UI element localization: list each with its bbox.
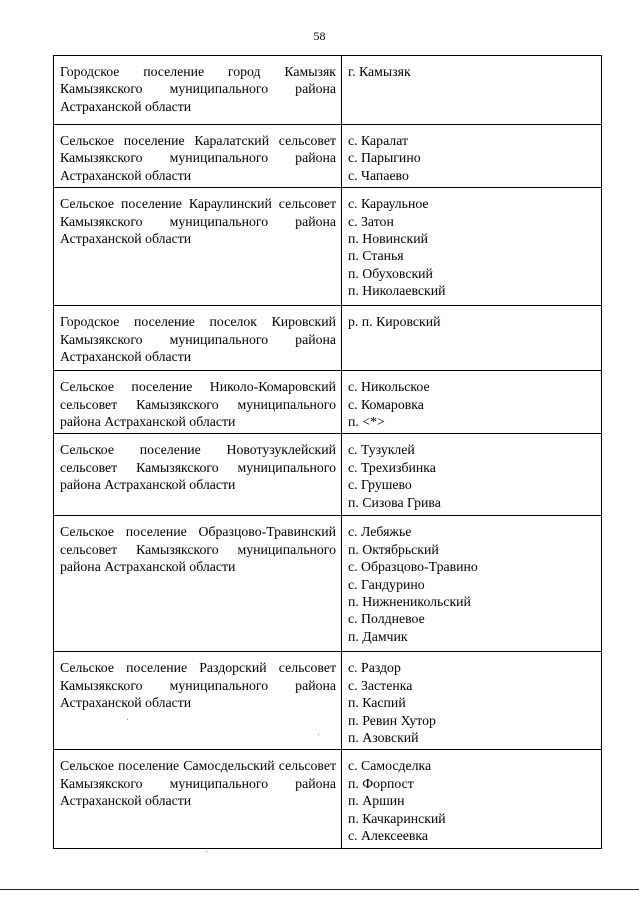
locality-name: п. Новинский bbox=[348, 231, 429, 247]
locality-name: с. Грушево bbox=[348, 477, 412, 493]
locality-name: с. Комаровка bbox=[348, 396, 424, 412]
locality-name: с. Раздор bbox=[348, 660, 401, 676]
locality-list bbox=[342, 56, 602, 125]
table-row bbox=[54, 306, 602, 371]
locality-name: с. Парыгино bbox=[348, 150, 421, 166]
locality-name: с. Никольское bbox=[348, 379, 430, 395]
locality-name: п. Октябрьский bbox=[348, 541, 439, 557]
locality-name: г. Камызяк bbox=[348, 64, 411, 79]
table-row bbox=[54, 188, 602, 306]
page-number: 58 bbox=[313, 29, 326, 43]
locality-list bbox=[342, 750, 602, 848]
municipality-name: Сельское поселение Каралатский сельсовет Камызякского муниципального района Астраханской области bbox=[54, 125, 342, 188]
table-row bbox=[54, 652, 602, 750]
locality-name: с. Чапаево bbox=[348, 167, 409, 183]
locality-name: п. Форпост bbox=[348, 775, 414, 791]
locality-name: п. Аршин bbox=[348, 793, 405, 809]
locality-name: с. Трехизбинка bbox=[348, 459, 436, 475]
locality-list bbox=[342, 306, 602, 371]
scan-speck bbox=[206, 851, 207, 852]
municipality-name: Городское поселение поселок Кировский Камызякского муниципального района Астраханской области bbox=[54, 306, 342, 371]
locality-name: с. Затон bbox=[348, 213, 394, 229]
locality-name: с. Гандурино bbox=[348, 576, 425, 592]
locality-name: п. Сизова Грива bbox=[348, 494, 441, 510]
municipality-name: Сельское поселение Караулинский сельсовет Камызякского муниципального района Астраханской области bbox=[54, 188, 342, 306]
locality-name: с. Тузуклей bbox=[348, 442, 415, 458]
locality-name: п. Дамчик bbox=[348, 628, 408, 644]
settlements-table bbox=[53, 55, 602, 849]
locality-name: с. Застенка bbox=[348, 677, 413, 693]
municipality-name: Сельское поселение Образцово-Травинский сельсовет Камызякского муниципального района Астраханской области bbox=[54, 516, 342, 652]
page-bottom-rule bbox=[0, 889, 639, 890]
locality-name: с. Самосделка bbox=[348, 758, 432, 774]
table-row bbox=[54, 750, 602, 848]
locality-name: п. Станья bbox=[348, 248, 404, 264]
municipality-name: Сельское поселение Раздорский сельсовет Камызякского муниципального района Астраханской области bbox=[54, 652, 342, 750]
table-row bbox=[54, 516, 602, 652]
locality-name: с. Алексеевка bbox=[348, 828, 429, 844]
locality-list bbox=[342, 371, 602, 434]
locality-name: п. Ревин Хутор bbox=[348, 712, 436, 728]
locality-list bbox=[342, 125, 602, 188]
locality-name: п. Азовский bbox=[348, 730, 419, 746]
table-row bbox=[54, 371, 602, 434]
locality-name: п. Каспий bbox=[348, 695, 406, 711]
locality-name: п. <*> bbox=[348, 414, 385, 430]
locality-name: с. Образцово-Травино bbox=[348, 559, 478, 575]
locality-list bbox=[342, 516, 602, 652]
table-row bbox=[54, 56, 602, 125]
locality-name: п. Нижненикольский bbox=[348, 594, 471, 610]
scan-speck bbox=[318, 734, 319, 735]
locality-list bbox=[342, 188, 602, 306]
locality-name: п. Качкаринский bbox=[348, 810, 446, 826]
municipality-name: Городское поселение город Камызяк Камызякского муниципального района Астраханской области bbox=[54, 56, 342, 125]
municipality-name: Сельское поселение Николо-Комаровский сельсовет Камызякского муниципального района Астраханской области bbox=[54, 371, 342, 434]
municipality-name: Сельское поселение Самосдельский сельсовет Камызякского муниципального района Астраханской области bbox=[54, 750, 342, 848]
locality-name: с. Караульное bbox=[348, 196, 429, 212]
locality-name: п. Обуховский bbox=[348, 265, 433, 281]
table-body bbox=[54, 56, 602, 849]
locality-name: с. Каралат bbox=[348, 133, 408, 148]
locality-name: р. п. Кировский bbox=[348, 314, 441, 330]
municipality-name: Сельское поселение Новотузуклейский сельсовет Камызякского муниципального района Астраханской области bbox=[54, 434, 342, 516]
locality-name: с. Лебяжье bbox=[348, 524, 412, 540]
scan-speck bbox=[127, 719, 128, 720]
table-row bbox=[54, 434, 602, 516]
locality-list bbox=[342, 434, 602, 516]
locality-name: п. Николаевский bbox=[348, 283, 446, 299]
table-row bbox=[54, 125, 602, 188]
locality-name: с. Полдневое bbox=[348, 611, 425, 627]
locality-list bbox=[342, 652, 602, 750]
